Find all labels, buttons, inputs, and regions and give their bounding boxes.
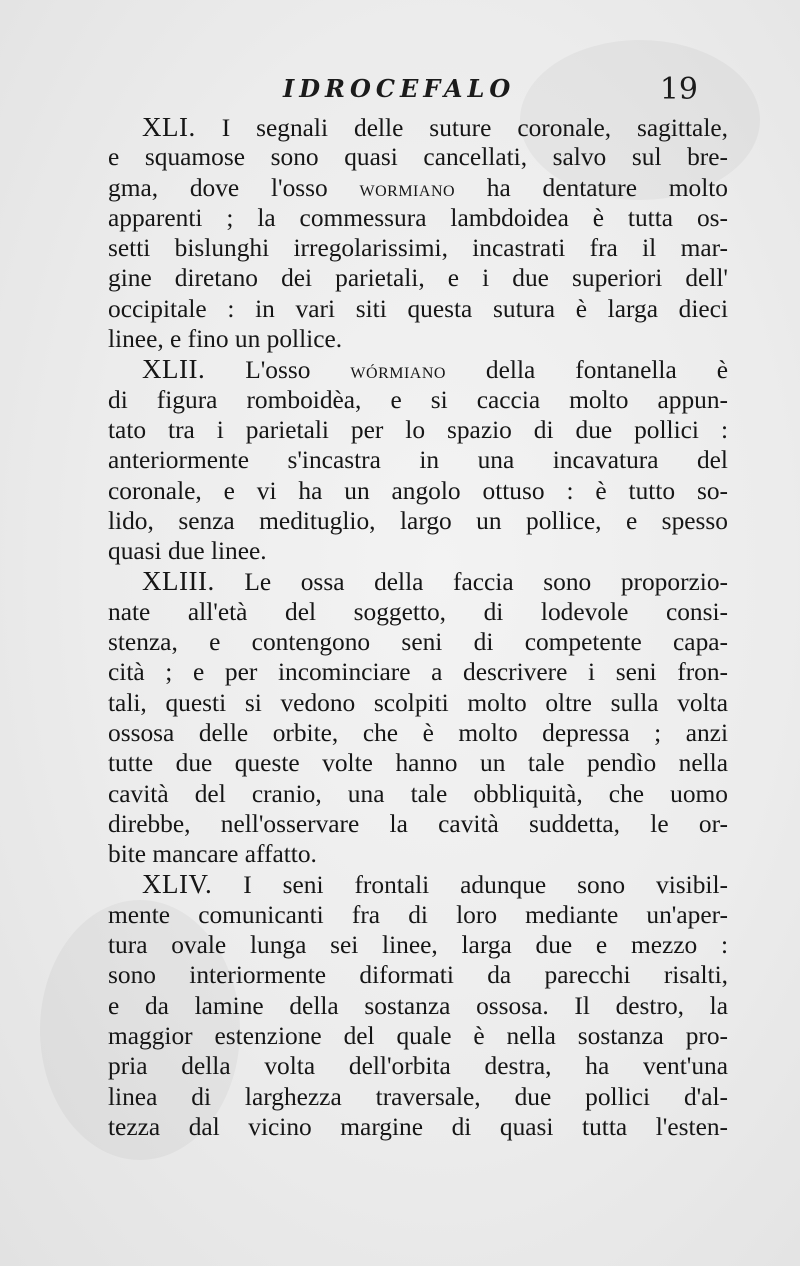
text-line: XLI. I segnali delle suture coronale, sagittale, bbox=[142, 112, 728, 142]
text-line: anteriormente s'incastra in una incavatura del bbox=[108, 446, 728, 475]
text-line: linee, e fino un pollice. bbox=[108, 325, 343, 354]
text-line: nate all'età del soggetto, di lodevole consi- bbox=[108, 597, 728, 626]
text-line: XLIII. Le ossa della faccia sono proporzio- bbox=[142, 566, 728, 597]
text-line: cità ; e per incominciare a descrivere i seni fron- bbox=[108, 658, 728, 687]
text-line: coronale, e vi ha un angolo ottuso : è tutto so- bbox=[108, 476, 728, 505]
proper-noun: wórmiano bbox=[350, 358, 446, 384]
paragraph-number: XLIV. bbox=[142, 869, 213, 900]
page-header bbox=[108, 72, 736, 106]
text-line: setti bislunghi irregolarissimi, incastrati fra il mar- bbox=[108, 234, 728, 263]
proper-noun: wormiano bbox=[359, 175, 456, 201]
text-line: mente comunicanti fra di loro mediante un'aper- bbox=[108, 900, 728, 929]
text-line: linea di larghezza traversale, due pollici d'al- bbox=[108, 1082, 728, 1111]
text-line: e da lamine della sostanza ossosa. Il destro, la bbox=[108, 991, 728, 1020]
body-text bbox=[108, 112, 728, 1142]
text-line: di figura romboidèa, e si caccia molto appun- bbox=[108, 385, 728, 414]
paragraph-number: XLIII. bbox=[142, 566, 215, 597]
paragraph-number: XLI. bbox=[142, 112, 196, 142]
paragraph-xli bbox=[108, 112, 728, 354]
page-number: 19 bbox=[659, 72, 698, 107]
paragraph-xliii bbox=[108, 566, 728, 869]
text-line: tato tra i parietali per lo spazio di due pollici : bbox=[108, 415, 728, 444]
text-line: tezza dal vicino margine di quasi tutta l'esten- bbox=[108, 1112, 728, 1141]
text-line: quasi due linee. bbox=[108, 537, 267, 566]
text-line: ossosa delle orbite, che è molto depressa ; anzi bbox=[108, 718, 728, 747]
text-line: apparenti ; la commessura lambdoidea è tutta os- bbox=[108, 203, 728, 232]
text-line: lido, senza medituglio, largo un pollice, e spesso bbox=[108, 506, 728, 535]
text-line: tali, questi si vedono scolpiti molto oltre sulla volta bbox=[108, 688, 728, 717]
text-line: XLII. L'osso wórmiano della fontanella è bbox=[142, 354, 728, 385]
text-line: tutte due queste volte hanno un tale pendìo nella bbox=[108, 749, 728, 778]
text-line: occipitale : in vari siti questa sutura è larga dieci bbox=[108, 294, 728, 323]
text-line: e squamose sono quasi cancellati, salvo sul bre- bbox=[108, 143, 728, 172]
text-line: XLIV. I seni frontali adunque sono visibil- bbox=[142, 869, 728, 900]
text-line: stenza, e contengono seni di competente capa- bbox=[108, 628, 728, 657]
text-line: direbbe, nell'osservare la cavità suddetta, le or- bbox=[108, 809, 728, 838]
text-line: pria della volta dell'orbita destra, ha vent'una bbox=[108, 1052, 728, 1081]
text-line: gine diretano dei parietali, e i due superiori dell' bbox=[108, 264, 728, 293]
paragraph-xliv bbox=[108, 869, 728, 1142]
running-title: IDROCEFALO bbox=[283, 74, 516, 103]
paragraph-number: XLII. bbox=[142, 354, 206, 385]
text-line: bite mancare affatto. bbox=[108, 840, 317, 869]
text-line: maggior estenzione del quale è nella sostanza pro- bbox=[108, 1021, 728, 1050]
text-line: gma, dove l'osso wormiano ha dentature molto bbox=[108, 173, 729, 202]
text-line: cavità del cranio, una tale obbliquità, che uomo bbox=[108, 779, 728, 808]
paragraph-xlii bbox=[108, 354, 728, 566]
text-line: tura ovale lunga sei linee, larga due e mezzo : bbox=[108, 931, 728, 960]
text-line: sono interiormente diformati da parecchi risalti, bbox=[108, 961, 728, 990]
